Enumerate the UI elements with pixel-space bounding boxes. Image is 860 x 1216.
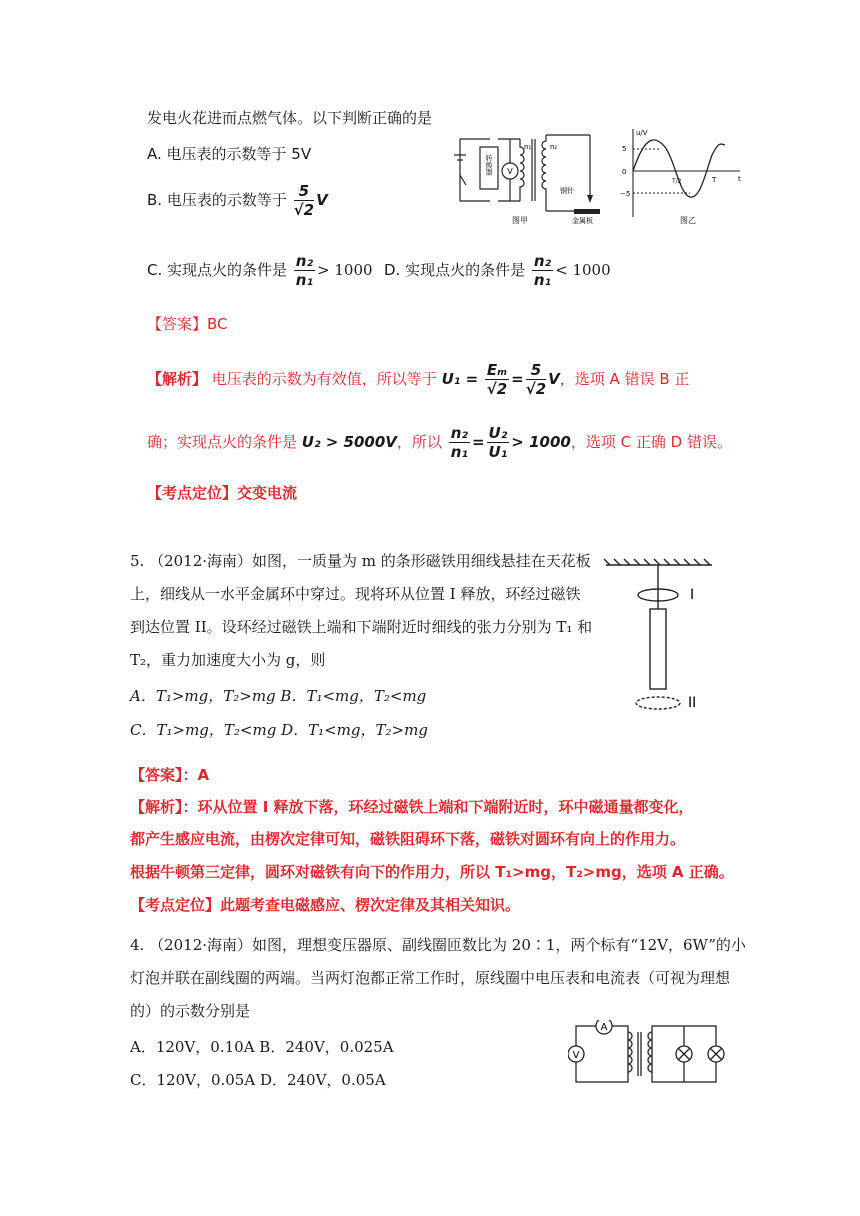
figure-transformer-circuit <box>568 1020 728 1090</box>
option-a: A. 电压表的示数等于 5V <box>147 145 312 163</box>
svg-text:T: T <box>712 176 717 184</box>
q5-options-ab: A．T₁>mg，T₂>mg B．T₁<mg，T₂<mg <box>130 687 427 705</box>
svg-text:II: II <box>688 695 697 711</box>
svg-text:−5: −5 <box>620 190 631 198</box>
topic-prev: 【考点定位】交变电流 <box>147 484 298 502</box>
q4-line2: 灯泡并联在副线圈的两端。当两灯泡都正常工作时，原线圈中电压表和电流表（可视为理想 <box>130 969 731 987</box>
q5-line2: 上，细线从一水平金属环中穿过。现将环从位置 I 释放，环经过磁铁 <box>130 585 581 603</box>
svg-text:金属板: 金属板 <box>572 217 593 225</box>
q5-topic: 【考点定位】此题考查电磁感应、楞次定律及其相关知识。 <box>130 896 521 914</box>
q5-analysis1: 【解析】：环从位置 I 释放下落，环经过磁铁上端和下端附近时，环中磁通量都变化， <box>130 798 694 816</box>
converter-label: 转换器 <box>485 154 493 176</box>
caption-yi: 图乙 <box>680 216 696 225</box>
caption-jia: 图甲 <box>512 216 528 225</box>
option-b-fraction: $\frac{5}{√2}$ <box>293 182 315 219</box>
option-b <box>147 182 328 219</box>
svg-text:t: t <box>738 175 741 183</box>
svg-text:n₁: n₁ <box>524 143 532 151</box>
svg-text:n₂: n₂ <box>550 143 558 151</box>
q5-answer: 【答案】：A <box>130 766 210 784</box>
option-b-unit: V <box>316 191 328 209</box>
q5-line4: T₂，重力加速度大小为 g，则 <box>130 651 326 669</box>
option-c: C. 实现点火的条件是 $\frac{\text{n₂}}{\text{n₁}}$ > 1000 <box>147 252 373 289</box>
analysis-prev-line1: 【解析】 电压表的示数为有效值，所以等于 U₁ = $\frac{\text{Eₘ}}{√2}$ = $\frac{5}{√2}$ V，选项 A 错误 B 正 <box>147 361 690 398</box>
figure-circuit-and-wave <box>450 125 750 230</box>
svg-text:0: 0 <box>622 168 627 176</box>
q4-options-cd: C．120V，0.05A D．240V，0.05A <box>130 1071 386 1089</box>
q5-line3: 到达位置 II。设环经过磁铁上端和下端附近时细线的张力分别为 T₁ 和 <box>130 618 593 636</box>
answer-prev: 【答案】BC <box>147 315 228 333</box>
svg-text:V: V <box>507 167 513 176</box>
svg-text:u/V: u/V <box>636 129 648 137</box>
option-d: D. 实现点火的条件是 $\frac{\text{n₂}}{\text{n₁}}$ < 1000 <box>384 252 611 289</box>
svg-text:A: A <box>600 1022 608 1033</box>
q4-options-ab: A．120V，0.10A B．240V，0.025A <box>130 1038 394 1056</box>
svg-text:I: I <box>690 587 695 603</box>
q5-analysis2: 都产生感应电流，由楞次定律可知，磁铁阻碍环下落，磁铁对圆环有向上的作用力。 <box>130 830 686 848</box>
question-intro: 发电火花进而点燃气体。以下判断正确的是 <box>147 109 433 127</box>
q4-line1: 4. （2012·海南）如图，理想变压器原、副线圈匝数比为 20∶1，两个标有“12V，6W”的小 <box>130 936 746 954</box>
svg-text:钢针: 钢针 <box>560 187 574 195</box>
q5-analysis3: 根据牛顿第三定律，圆环对磁铁有向下的作用力，所以 T₁>mg，T₂>mg，选项 A 正确。 <box>130 863 734 881</box>
analysis-prev-line2: 确；实现点火的条件是 U₂ > 5000V，所以 $\frac{\text{n₂}}{\text{n₁}}$ = $\frac{\text{U₂}}{\text{U₁}}$ > 1000，选项 C 正确 D 错误。 <box>147 424 732 461</box>
q5-options-cd: C．T₁>mg，T₂<mg D．T₁<mg，T₂>mg <box>130 721 428 739</box>
q5-line1: 5. （2012·海南）如图，一质量为 m 的条形磁铁用细线悬挂在天花板 <box>130 552 591 570</box>
option-b-text: B. 电压表的示数等于 <box>147 191 287 209</box>
svg-text:V: V <box>572 1050 580 1061</box>
figure-magnet-ring <box>600 555 720 715</box>
svg-text:T/2: T/2 <box>672 178 682 185</box>
q4-line3: 的）的示数分别是 <box>130 1002 251 1020</box>
svg-text:5: 5 <box>622 145 627 153</box>
